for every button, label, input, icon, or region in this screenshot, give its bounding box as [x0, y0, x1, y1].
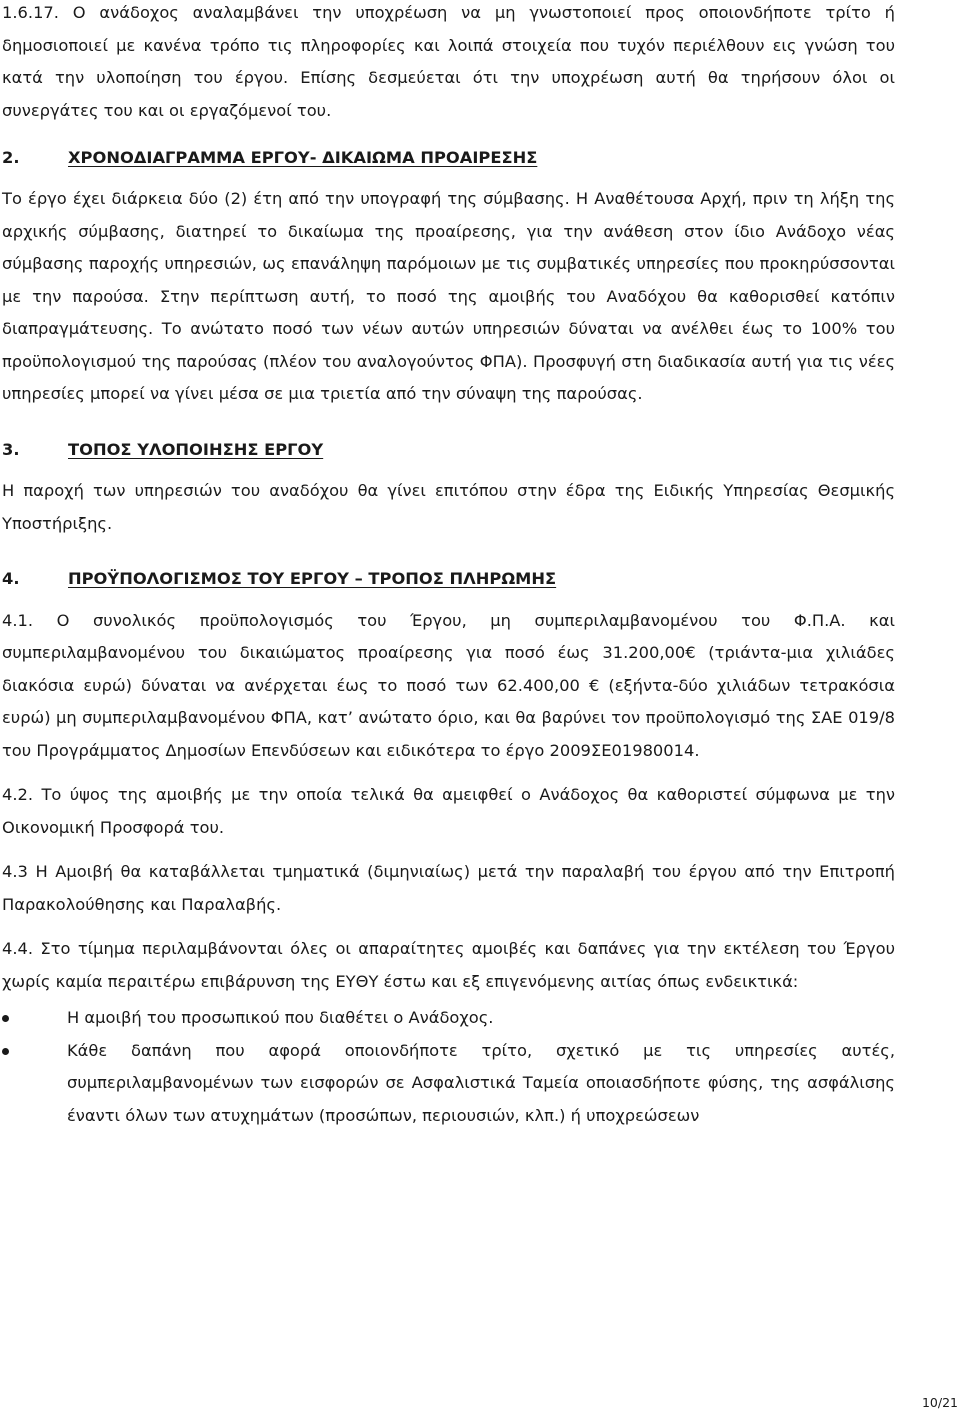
section-3-paragraph: Η παροχή των υπηρεσιών του αναδόχου θα γίνει επιτόπου στην έδρα της Ειδικής Υπηρεσίας Θεσμικής Υποστήριξης.	[2, 481, 895, 533]
section-number: 2.	[2, 147, 20, 167]
bullet-icon	[2, 1002, 67, 1035]
section-2-paragraph: Το έργο έχει διάρκεια δύο (2) έτη από την υπογραφή της σύμβασης. Η Αναθέτουσα Αρχή, πριν τη λήξη της αρχικής σύμβασης, διατηρεί το δικαίωμα της προαίρεσης, για την ανάθεση στον ίδιο Ανάδοχο νέας σύμβασης παροχής υπηρεσιών, ως επανάληψη παρόμοιων με τις συμβατικές υπηρεσίες που προκηρύσσονται με την παρούσα. Στην περίπτωση αυτή, το ποσό της αμοιβής του Αναδόχου θα καθορισθεί κατόπιν διαπραγμάτευσης. Το ανώτατο ποσό των νέων αυτών υπηρεσιών δύναται να ανέλθει έως το 100% του προϋπολογισμού της παρούσας (πλέον του αναλογούντος ΦΠΑ). Προσφυγή στη διαδικασία αυτή για τις νέες υπηρεσίες μπορεί να γίνει μέσα σε μια τριετία από την σύναψη της παρούσας.	[2, 189, 895, 404]
clause-4-3: 4.3 Η Αμοιβή θα καταβάλλεται τμηματικά (διμηνιαίως) μετά την παραλαβή του έργου από την Επιτροπή Παρακολούθησης και Παραλαβής.	[2, 862, 895, 914]
section-title: ΤΟΠΟΣ ΥΛΟΠΟΙΗΣΗΣ ΕΡΓΟΥ	[68, 439, 324, 459]
bullet-icon	[2, 1035, 67, 1133]
page-number: 10/21	[921, 1395, 958, 1410]
list-item-text: Η αμοιβή του προσωπικού που διαθέτει ο Ανάδοχος.	[67, 1008, 494, 1028]
clause-1-6-17: 1.6.17. Ο ανάδοχος αναλαμβάνει την υποχρέωση να μη γνωστοποιεί προς οποιονδήποτε τρίτο ή δημοσιοποιεί με κανένα τρόπο τις πληροφορίες και λοιπά στοιχεία που τυχόν περιέλθουν εις γνώση του κατά την υλοποίηση του έργου. Επίσης δεσμεύεται ότι την υποχρέωση αυτή θα τηρήσουν όλοι οι συνεργάτες του και οι εργαζόμενοί του.	[2, 3, 895, 121]
section-2-heading	[2, 142, 895, 175]
section-4-heading	[2, 563, 895, 596]
list-item-text: Κάθε δαπάνη που αφορά οποιονδήποτε τρίτο, σχετικό με τις υπηρεσίες αυτές, συμπεριλαμβανομένων των εισφορών σε Ασφαλιστικά Ταμεία οποιασδήποτε φύσης, της ασφάλισης έναντι όλων των ατυχημάτων (προσώπων, περιουσιών, κλπ.) ή υποχρεώσεων	[67, 1040, 895, 1125]
section-title: ΧΡΟΝΟΔΙΑΓΡΑΜΜΑ ΕΡΓΟΥ- ΔΙΚΑΙΩΜΑ ΠΡΟΑΙΡΕΣΗΣ	[68, 147, 538, 167]
clause-4-4: 4.4. Στο τίμημα περιλαμβάνονται όλες οι απαραίτητες αμοιβές και δαπάνες για την εκτέλεση του Έργου χωρίς καμία περαιτέρω επιβάρυνση της ΕΥΘΥ έστω και εξ επιγενόμενης αιτίας όπως ενδεικτικά:	[2, 939, 895, 991]
document-page	[2, 0, 895, 1132]
clause-4-1: 4.1. Ο συνολικός προϋπολογισμός του Έργου, μη συμπεριλαμβανομένου του Φ.Π.Α. και συμπεριλαμβανομένου του δικαιώματος προαίρεσης για ποσό έως 31.200,00€ (τριάντα-μια χιλιάδες διακόσια ευρώ) δύναται να ανέρχεται έως το ποσό των 62.400,00 € (εξήντα-δύο χιλιάδων τετρακόσια ευρώ) μη συμπεριλαμβανομένου ΦΠΑ, κατ’ ανώτατο όριο, και θα βαρύνει τον προϋπολογισμό της ΣΑΕ 019/8 του Προγράμματος Δημοσίων Επενδύσεων και ειδικότερα το έργο 2009ΣΕ01980014.	[2, 610, 895, 760]
section-3-heading	[2, 434, 895, 467]
clause-4-2: 4.2. Το ύψος της αμοιβής με την οποία τελικά θα αμειφθεί ο Ανάδοχος θα καθοριστεί σύμφωνα με την Οικονομική Προσφορά του.	[2, 785, 895, 837]
section-title: ΠΡΟΫΠΟΛΟΓΙΣΜΟΣ ΤΟΥ ΕΡΓΟΥ – ΤΡΟΠΟΣ ΠΛΗΡΩΜΗΣ	[68, 569, 557, 589]
list-item	[2, 1035, 895, 1133]
list-item	[2, 1002, 895, 1035]
section-number: 3.	[2, 439, 20, 459]
section-number: 4.	[2, 569, 20, 589]
expense-list	[2, 1002, 895, 1132]
